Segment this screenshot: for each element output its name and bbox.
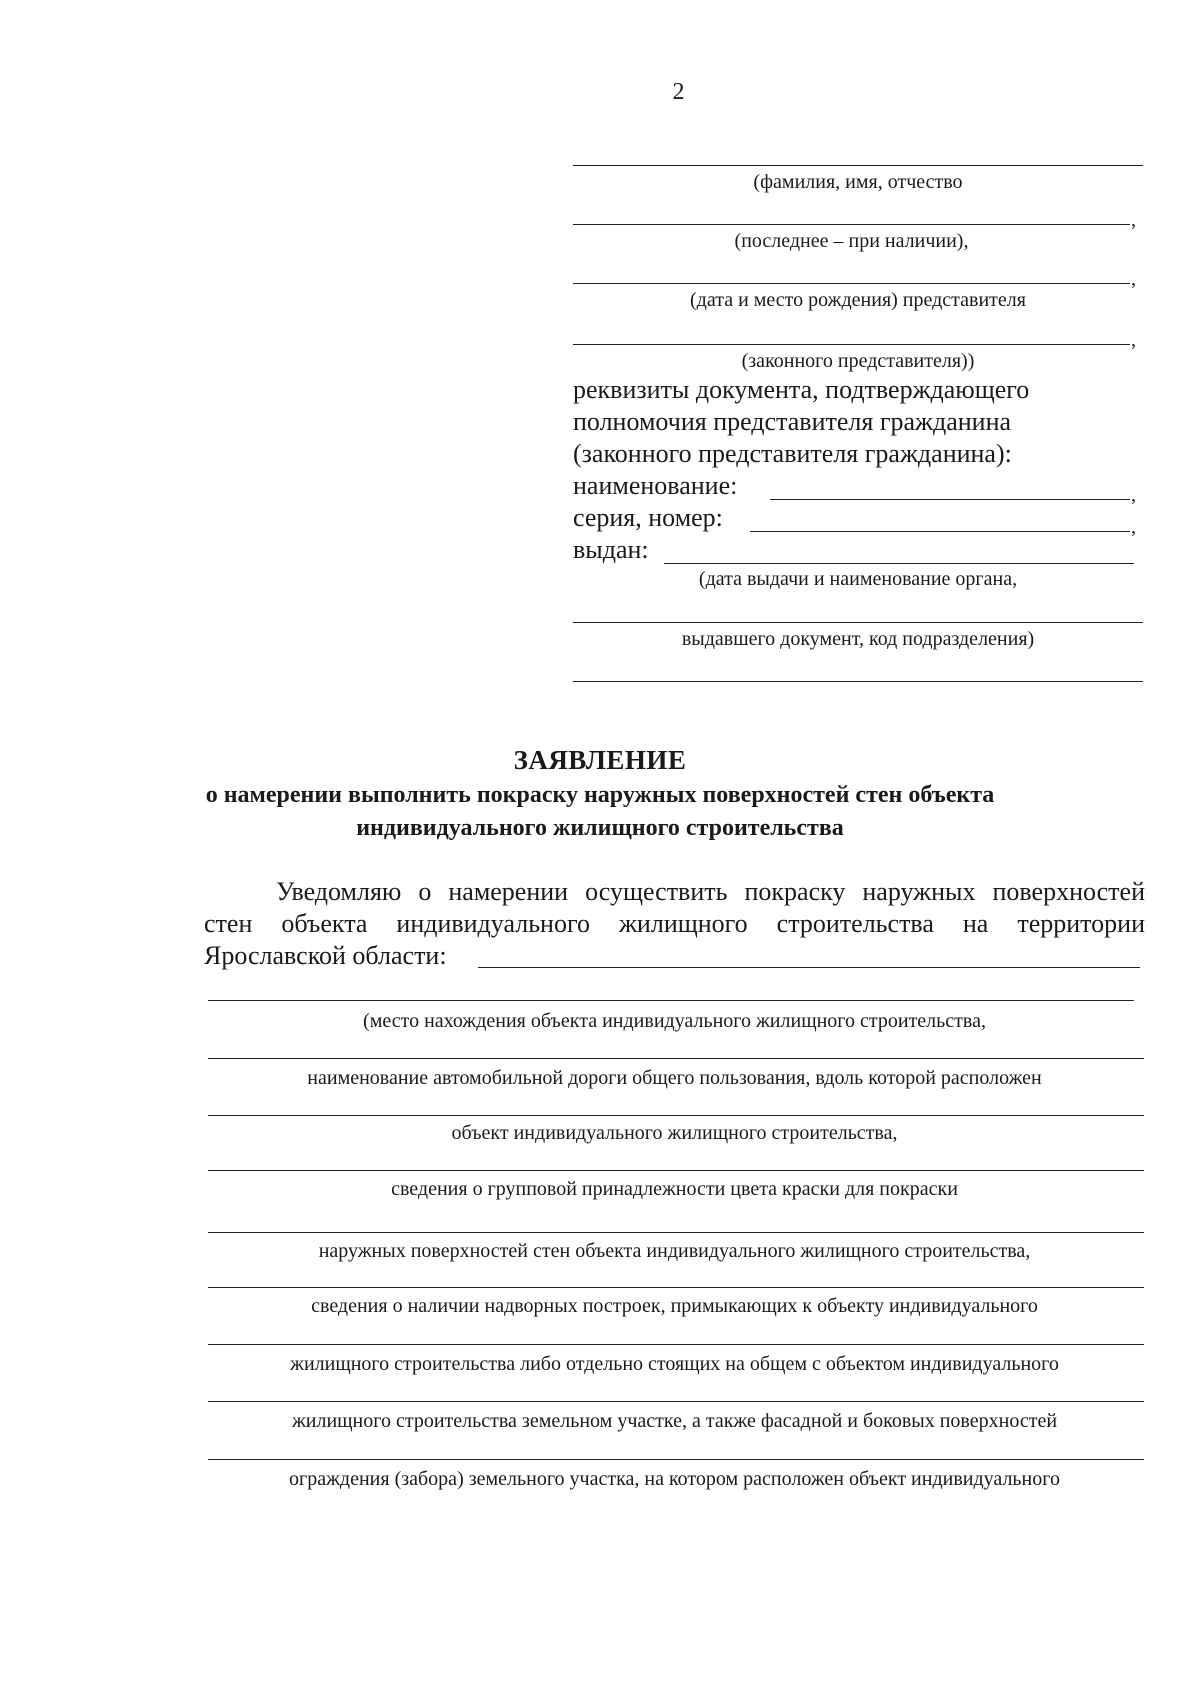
caption-fence: ограждения (забора) земельного участка, на котором расположен объект индивидуального [289, 1468, 1060, 1490]
document-subtitle-line-2: индивидуального жилищного строительства [356, 815, 844, 841]
comma: , [1131, 268, 1136, 290]
caption-outbuildings: сведения о наличии надворных построек, примыкающих к объекту индивидуального [311, 1295, 1038, 1317]
blank-line [573, 622, 1143, 623]
caption-facade-surfaces: жилищного строительства земельном участке, а также фасадной и боковых поверхностей [291, 1410, 1058, 1432]
comma: , [1131, 329, 1136, 351]
body-line-2: стен объекта индивидуального жилищного строительства на территории [204, 909, 1145, 938]
blank-line [208, 1000, 1134, 1001]
blank-line [208, 1344, 1144, 1345]
page-number: 2 [672, 79, 685, 105]
series-number-label: серия, номер: [573, 503, 723, 532]
blank-line [573, 344, 1130, 345]
requisites-line-2: полномочия представителя гражданина [573, 407, 1012, 436]
blank-line [208, 1401, 1144, 1402]
blank-line [573, 681, 1143, 682]
caption-building: объект индивидуального жилищного строительства, [451, 1122, 898, 1144]
comma: , [1131, 516, 1136, 538]
location-field [478, 967, 1140, 968]
blank-line [208, 1058, 1144, 1059]
caption-outer-walls: наружных поверхностей стен объекта индивидуального жилищного строительства, [318, 1240, 1031, 1262]
series-number-field [750, 531, 1130, 532]
caption-road-name: наименование автомобильной дороги общего пользования, вдоль которой расположен [307, 1067, 1042, 1089]
requisites-line-3: (законного представителя гражданина): [573, 439, 1012, 468]
blank-line [573, 165, 1143, 166]
comma: , [1131, 484, 1136, 506]
document-name-field [770, 499, 1130, 500]
caption-separate-buildings: жилищного строительства либо отдельно стоящих на общем с объектом индивидуального [290, 1353, 1059, 1375]
blank-line [208, 1115, 1144, 1116]
issued-field [664, 563, 1134, 564]
blank-line [208, 1170, 1144, 1171]
blank-line [573, 283, 1130, 284]
caption-legal-representative: (законного представителя)) [741, 350, 975, 372]
caption-patronymic: (последнее – при наличии), [734, 230, 969, 252]
blank-line [208, 1459, 1144, 1460]
document-subtitle-line-1: о намерении выполнить покраску наружных поверхностей стен объекта [205, 782, 995, 808]
body-line-3: Ярославской области: [204, 941, 447, 970]
body-text: Уведомляю о намерении осуществить покраску наружных поверхностей [276, 877, 1145, 906]
caption-issue-date-authority: (дата выдачи и наименование органа, [698, 568, 1018, 590]
comma: , [1131, 209, 1136, 231]
caption-paint-color-group: сведения о групповой принадлежности цвета краски для покраски [391, 1178, 958, 1200]
requisites-line-1: реквизиты документа, подтверждающего [573, 375, 1030, 404]
document-title: ЗАЯВЛЕНИЕ [513, 745, 687, 775]
caption-issuing-code: выдавшего документ, код подразделения) [681, 628, 1035, 650]
body-line-1 [276, 876, 1145, 908]
blank-line [573, 224, 1130, 225]
caption-full-name: (фамилия, имя, отчество [753, 171, 963, 193]
caption-location: (место нахождения объекта индивидуального жилищного строительства, [363, 1010, 986, 1032]
blank-line [208, 1232, 1144, 1233]
issued-label: выдан: [573, 535, 649, 564]
blank-line [208, 1287, 1144, 1288]
caption-birth-representative: (дата и место рождения) представителя [690, 289, 1026, 311]
document-name-label: наименование: [573, 471, 738, 500]
